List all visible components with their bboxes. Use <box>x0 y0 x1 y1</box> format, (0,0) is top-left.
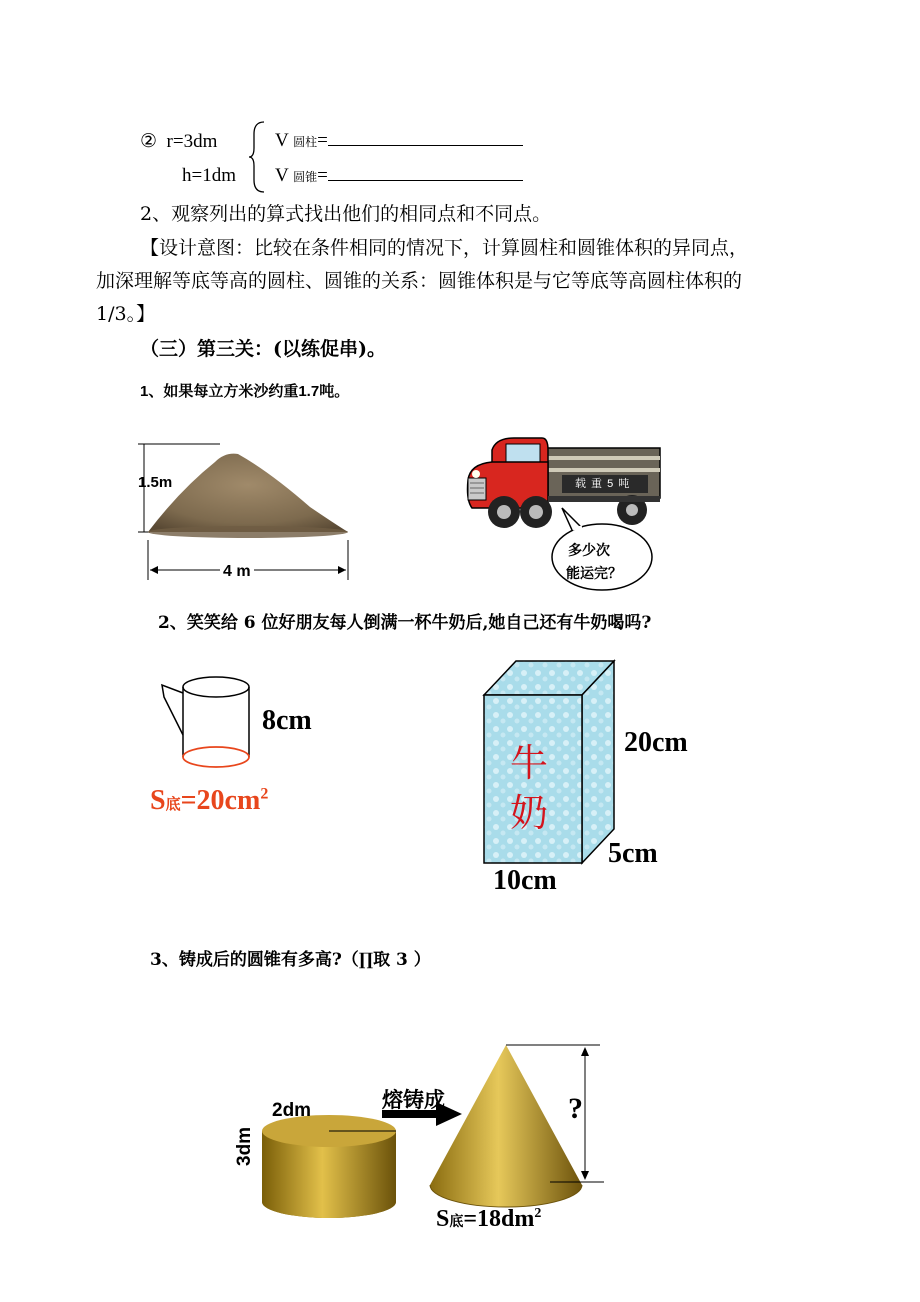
cone-base-area-label: S底$=18dm^2$ <box>436 1206 542 1232</box>
arrow-label: 熔铸成 <box>382 1087 445 1112</box>
carton-width-label: 10cm <box>493 865 557 896</box>
carton-label-2: 奶 <box>510 791 549 835</box>
cone-height-unknown: ? <box>568 1092 583 1125</box>
section-3-title: （三）第三关：(以练促串)。 <box>140 338 386 360</box>
question-1-text: 1、如果每立方米沙约重1.7吨。 <box>140 383 350 400</box>
sand-height-label: 1.5m <box>138 474 173 491</box>
design-intent-line-2: 加深理解等底等高的圆柱、圆锥的关系：圆锥体积是与它等底等高圆柱体积的 <box>96 270 743 292</box>
brace-icon <box>248 120 268 194</box>
carton-label-1: 牛 <box>510 741 549 785</box>
truck-capacity-label: 载 重 5 吨 <box>575 478 631 490</box>
bubble-line-1: 多少次 <box>568 542 610 558</box>
cup-figure <box>150 665 260 780</box>
cylinder-volume-line: V 圆柱= <box>275 130 523 152</box>
height-value: h=1dm <box>182 165 236 186</box>
design-intent-line-3: 1/3。】 <box>96 303 156 325</box>
radius-value: r=3dm <box>166 131 218 152</box>
cone-volume-line: V 圆锥= <box>275 165 523 187</box>
cylinder-radius-label: 2dm <box>272 1100 312 1121</box>
cup-base-area-label: S底$=20cm^2$ <box>150 785 269 816</box>
cylinder-height-label: 3dm <box>234 1126 255 1166</box>
bubble-line-2: 能运完？ <box>566 565 622 581</box>
cone-shape <box>430 1045 582 1207</box>
sand-pile-shape <box>148 454 348 532</box>
step-2-text: 2、观察列出的算式找出他们的相同点和不同点。 <box>140 203 552 225</box>
cup-height-label: 8cm <box>262 705 312 736</box>
sand-width-label: 4 m <box>220 563 254 581</box>
question-3-text: 3、铸成后的圆锥有多高?（∏取 3 ） <box>150 950 431 970</box>
problem-marker: ② r=3dm <box>140 131 218 152</box>
question-2-text: 2、笑笑给 6 位好朋友每人倒满一杯牛奶后,她自己还有牛奶喝吗? <box>158 613 652 633</box>
design-intent-line-1: 【设计意图：比较在条件相同的情况下，计算圆柱和圆锥体积的异同点， <box>140 237 749 259</box>
carton-depth-label: 5cm <box>608 838 658 869</box>
carton-height-label: 20cm <box>624 727 688 758</box>
cylinder-to-cone-figure <box>240 1030 620 1250</box>
